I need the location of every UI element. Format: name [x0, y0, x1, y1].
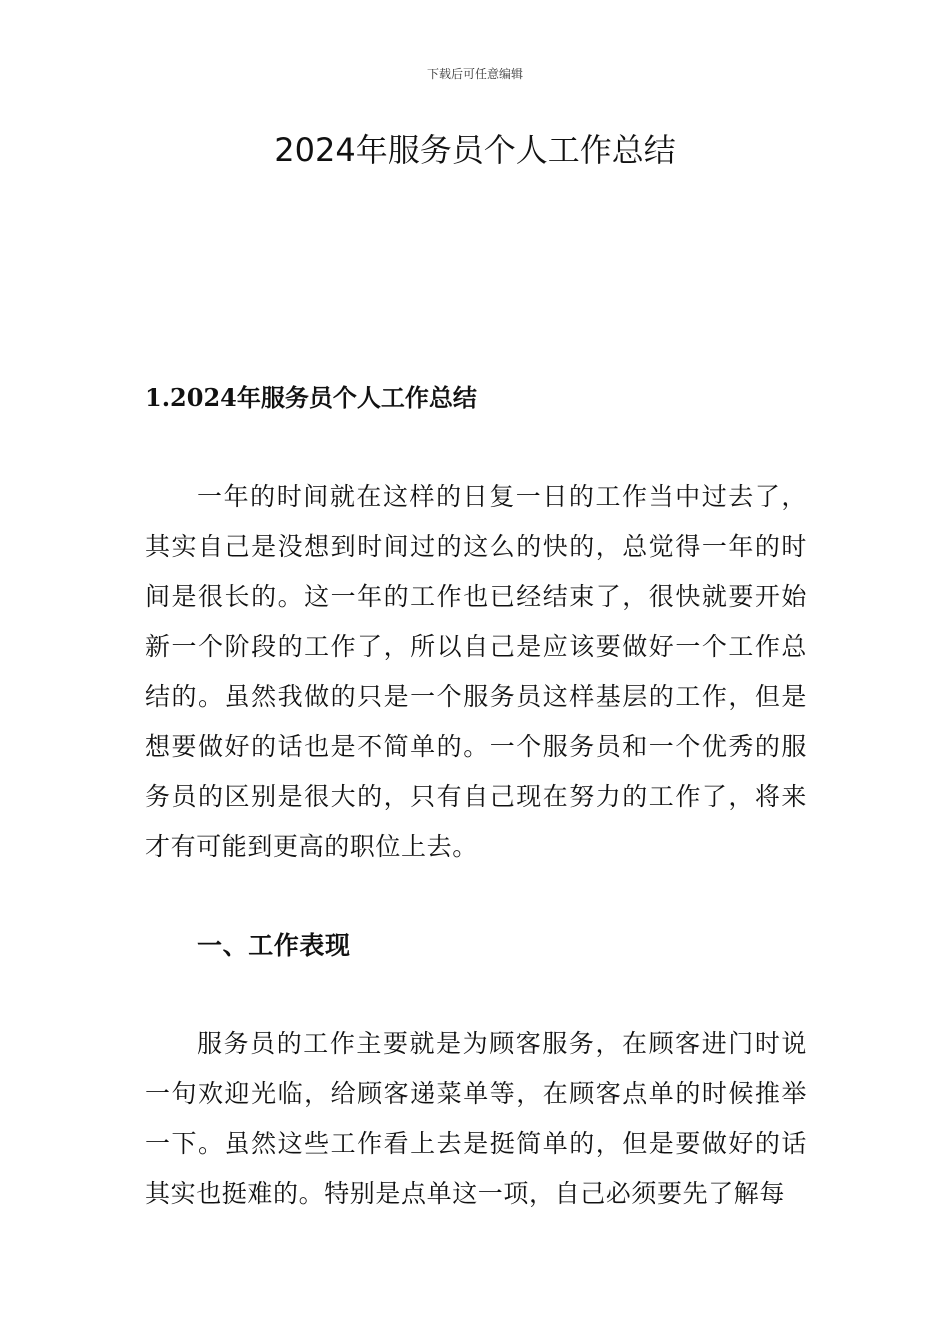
heading-work-performance: 一、工作表现: [197, 931, 351, 960]
document-title: 2024年服务员个人工作总结: [274, 131, 676, 169]
paragraph-intro: 一年的时间就在这样的日复一日的工作当中过去了，其实自己是没想到时间过的这么的快的，总觉得一年的时间是很长的。这一年的工作也已经结束了，很快就要开始新一个阶段的工作了，所以自己是应该要做好一个工作总结的。虽然我做的只是一个服务员这样基层的工作，但是想要做好的话也是不简单的。一个服务员和一个优秀的服务员的区别是很大的，只有自己现在努力的工作了，将来才有可能到更高的职位上去。: [145, 482, 807, 861]
paragraph-work-performance: 服务员的工作主要就是为顾客服务，在顾客进门时说一句欢迎光临，给顾客递菜单等，在顾客点单的时候推举一下。虽然这些工作看上去是挺简单的，但是要做好的话其实也挺难的。特别是点单这一项，自己必须要先了解每: [145, 1029, 807, 1208]
section-title: 1.2024年服务员个人工作总结: [145, 383, 477, 412]
header-note: 下载后可任意编辑: [426, 67, 523, 81]
